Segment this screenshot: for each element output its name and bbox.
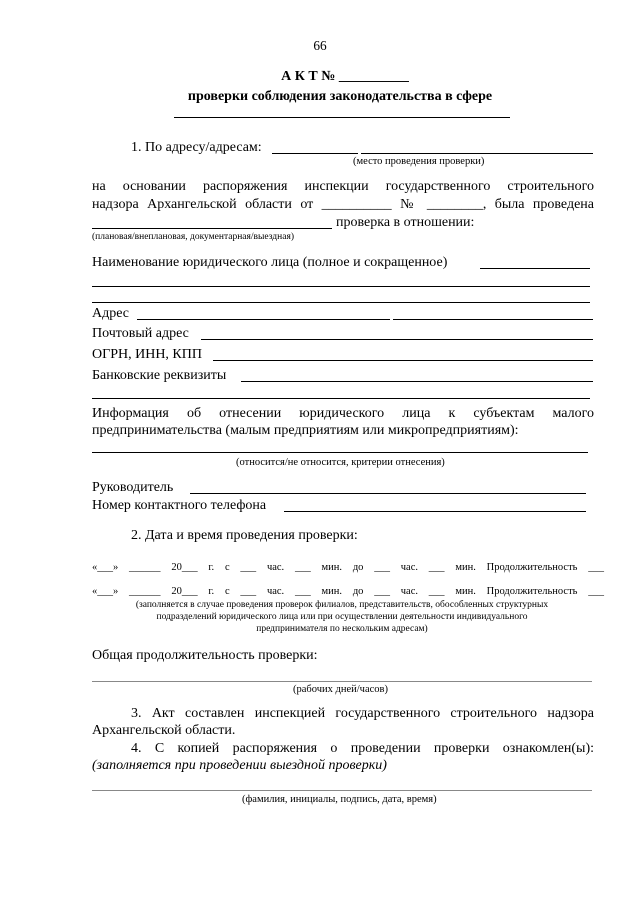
address-field-line-a (137, 319, 390, 320)
act-subtitle: проверки соблюдения законодательства в сфере (187, 89, 493, 104)
act-title: А К Т № __________ (281, 69, 409, 84)
basis-line-1: на основании распоряжения инспекции государственного строительного (92, 179, 594, 194)
bank-line-2 (92, 398, 590, 399)
acquainted-signature-line (92, 790, 592, 791)
datetime-note-3: предпринимателя по нескольким адресам) (256, 624, 428, 634)
org-name-line-1 (92, 286, 590, 287)
acquainted-hint: (фамилия, инициалы, подпись, дата, время) (242, 794, 437, 805)
datetime-row-2: «___» ______ 20___ г. с ___ час. ___ мин. до ___ час. ___ мин. Продолжительность ___ (92, 586, 604, 597)
postal-label: Почтовый адрес (92, 326, 189, 341)
org-name-label: Наименование юридического лица (полное и сокращенное) (92, 255, 448, 270)
total-duration-line (92, 681, 592, 682)
datetime-note-2: подразделений юридического лица или при осуществлении деятельности индивидуального (156, 612, 528, 622)
phone-line (284, 511, 586, 512)
datetime-label: 2. Дата и время проведения проверки: (131, 528, 358, 543)
datetime-note-1: (заполняется в случае проведения проверок филиалов, представительств, обособленных структурных (135, 600, 549, 610)
sme-line-1: Информация об отнесении юридического лица к субъектам малого (92, 406, 594, 421)
page-number: 66 (313, 38, 327, 53)
address-field-label: Адрес (92, 306, 130, 321)
bank-label: Банковские реквизиты (92, 368, 227, 383)
acquainted-note: (заполняется при проведении выездной проверки) (92, 758, 387, 773)
bank-line (241, 381, 593, 382)
basis-line-3: проверка в отношении: (336, 215, 475, 230)
total-duration-hint: (рабочих дней/часов) (293, 684, 388, 695)
total-duration-label: Общая продолжительность проверки: (92, 648, 318, 663)
head-line (190, 493, 586, 494)
org-name-line-0 (480, 268, 590, 269)
address-label: 1. По адресу/адресам: (131, 140, 262, 155)
address-field-line-b (393, 319, 593, 320)
postal-line (201, 339, 593, 340)
address-line-a (272, 153, 358, 154)
address-line-b (361, 153, 593, 154)
sme-hint: (относится/не относится, критерии отнесения) (236, 457, 445, 468)
datetime-row-1: «___» ______ 20___ г. с ___ час. ___ мин. до ___ час. ___ мин. Продолжительность ___ (92, 562, 604, 573)
acquainted-line-1: 4. С копией распоряжения о проведении проверки ознакомлен(ы): (131, 741, 594, 756)
act-compiled-line-1: 3. Акт составлен инспекцией государственного строительного надзора (131, 706, 594, 721)
inspection-type-hint: (плановая/внеплановая, документарная/выездная) (92, 232, 294, 242)
head-label: Руководитель (92, 480, 174, 495)
sme-line-2: предпринимательства (малым предприятиям или микропредприятиям): (92, 423, 519, 438)
phone-label: Номер контактного телефона (92, 498, 267, 513)
sme-line (92, 452, 588, 453)
org-name-line-2 (92, 302, 590, 303)
basis-line-2: надзора Архангельской области от __________ № ________, была проведена (92, 197, 594, 212)
inspection-type-line (92, 228, 332, 229)
subtitle-blank-line (174, 117, 510, 118)
ids-label: ОГРН, ИНН, КПП (92, 347, 202, 362)
ids-line (213, 360, 593, 361)
act-compiled-line-2: Архангельской области. (92, 723, 236, 738)
address-hint: (место проведения проверки) (353, 156, 485, 167)
